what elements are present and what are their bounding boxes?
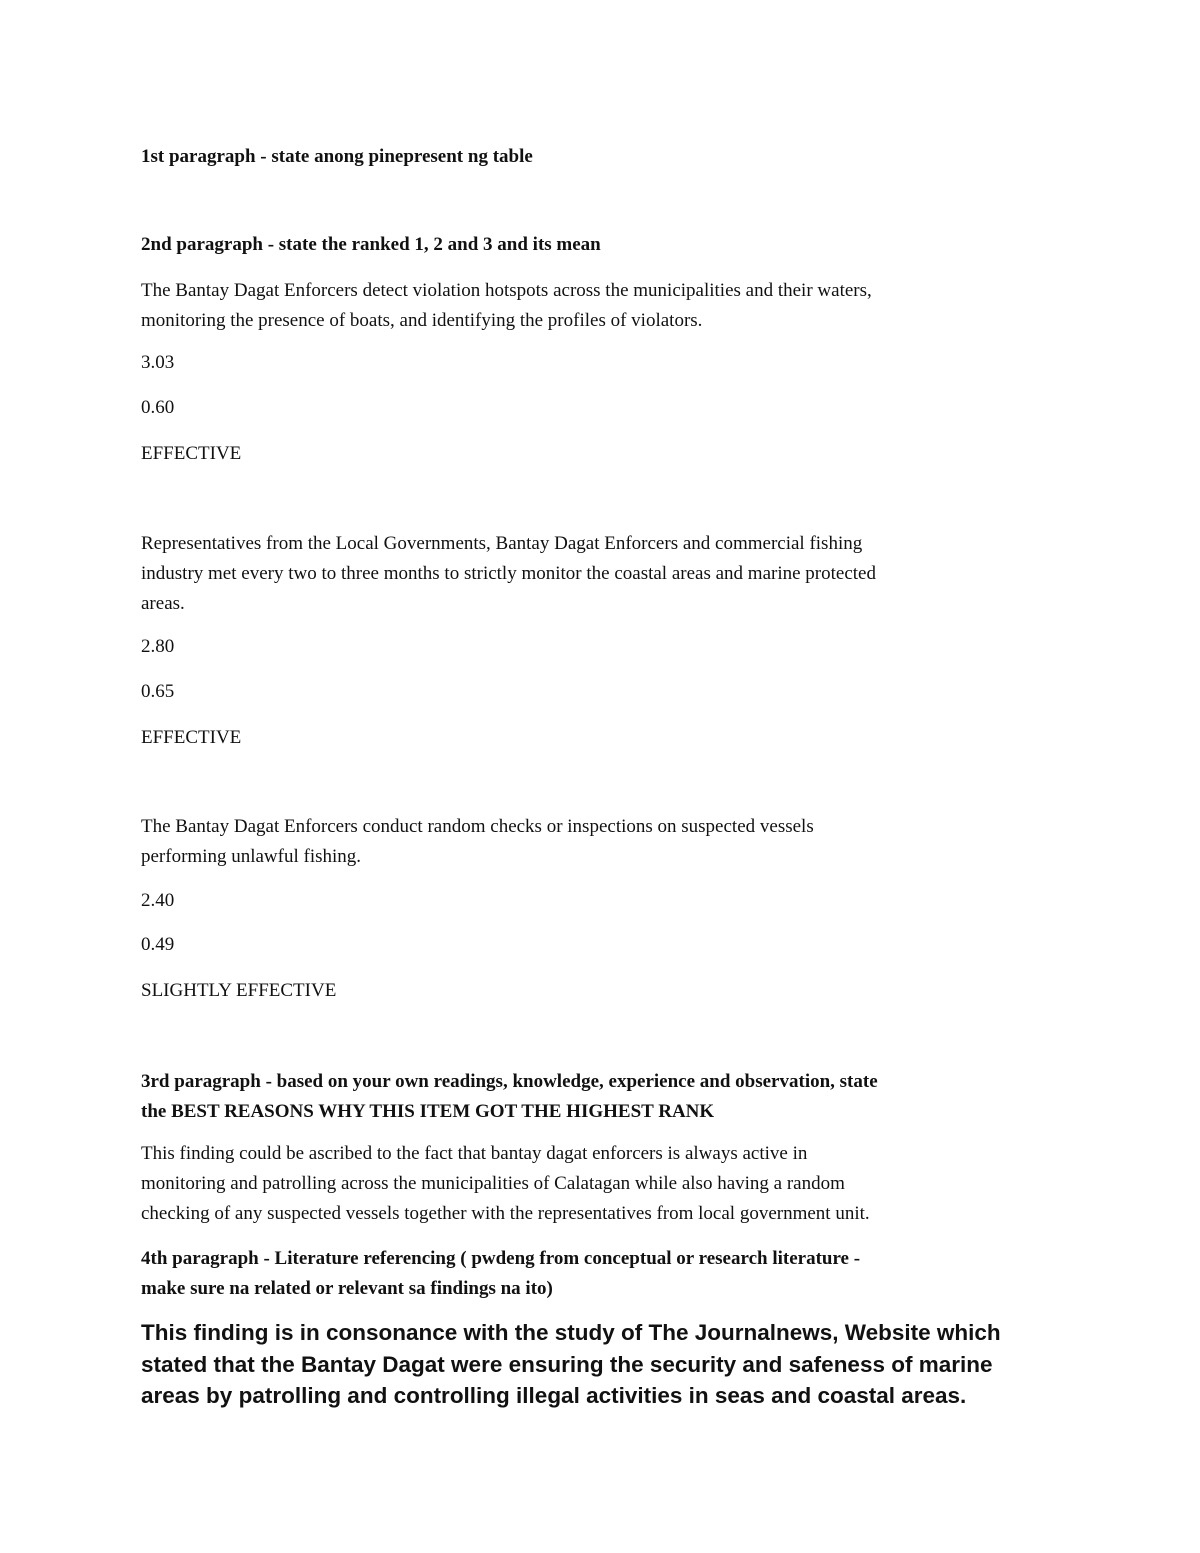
paragraph-3-body-line-3: checking of any suspected vessels together with the representatives from local government unit. [141, 1203, 870, 1224]
paragraph-1-heading: 1st paragraph - state anong pinepresent ng table [141, 146, 533, 167]
paragraph-3-body-line-1: This finding could be ascribed to the fact that bantay dagat enforcers is always active in [141, 1143, 808, 1164]
paragraph-4-body-line-2: stated that the Bantay Dagat were ensuring the security and safeness of marine [141, 1351, 993, 1377]
item-2-interpretation: EFFECTIVE [141, 727, 242, 748]
item-2-line-3: areas. [141, 593, 185, 614]
item-2-sd: 0.65 [141, 681, 175, 702]
item-3-statement [141, 812, 1071, 872]
paragraph-3-body-line-2: monitoring and patrolling across the municipalities of Calatagan while also having a random [141, 1173, 845, 1194]
paragraph-3-heading [141, 1067, 1071, 1127]
item-2-mean: 2.80 [141, 636, 175, 657]
item-3-interpretation: SLIGHTLY EFFECTIVE [141, 980, 337, 1001]
paragraph-4-heading-line-2: make sure na related or relevant sa findings na ito) [141, 1278, 553, 1299]
paragraph-4-body-line-3: areas by patrolling and controlling illegal activities in seas and coastal areas. [141, 1383, 967, 1408]
paragraph-2-heading: 2nd paragraph - state the ranked 1, 2 and 3 and its mean [141, 234, 601, 255]
item-1-line-2: monitoring the presence of boats, and identifying the profiles of violators. [141, 310, 703, 331]
paragraph-3-heading-line-2: the BEST REASONS WHY THIS ITEM GOT THE HIGHEST RANK [141, 1101, 715, 1122]
paragraph-3-heading-line-1: 3rd paragraph - based on your own readings, knowledge, experience and observation, state [141, 1071, 878, 1092]
paragraph-4-heading-line-1: 4th paragraph - Literature referencing ( pwdeng from conceptual or research literature - [141, 1248, 861, 1269]
item-3-sd: 0.49 [141, 934, 175, 955]
paragraph-4-body [141, 1317, 1071, 1412]
item-3-line-2: performing unlawful fishing. [141, 846, 362, 867]
item-3-line-1: The Bantay Dagat Enforcers conduct random checks or inspections on suspected vessels [141, 816, 814, 837]
paragraph-4-body-line-1: This finding is in consonance with the study of The Journalnews, Website which [141, 1320, 1001, 1345]
item-1-line-1: The Bantay Dagat Enforcers detect violation hotspots across the municipalities and their waters, [141, 280, 872, 301]
paragraph-4-heading [141, 1244, 1071, 1304]
item-1-statement [141, 276, 1071, 336]
item-1-interpretation: EFFECTIVE [141, 443, 242, 464]
item-2-statement [141, 529, 1071, 619]
paragraph-3-body [141, 1139, 1071, 1229]
item-1-mean: 3.03 [141, 352, 175, 373]
item-3-mean: 2.40 [141, 890, 175, 911]
item-2-line-1: Representatives from the Local Governments, Bantay Dagat Enforcers and commercial fishing [141, 533, 863, 554]
item-1-sd: 0.60 [141, 397, 175, 418]
item-2-line-2: industry met every two to three months to strictly monitor the coastal areas and marine protected [141, 563, 876, 584]
